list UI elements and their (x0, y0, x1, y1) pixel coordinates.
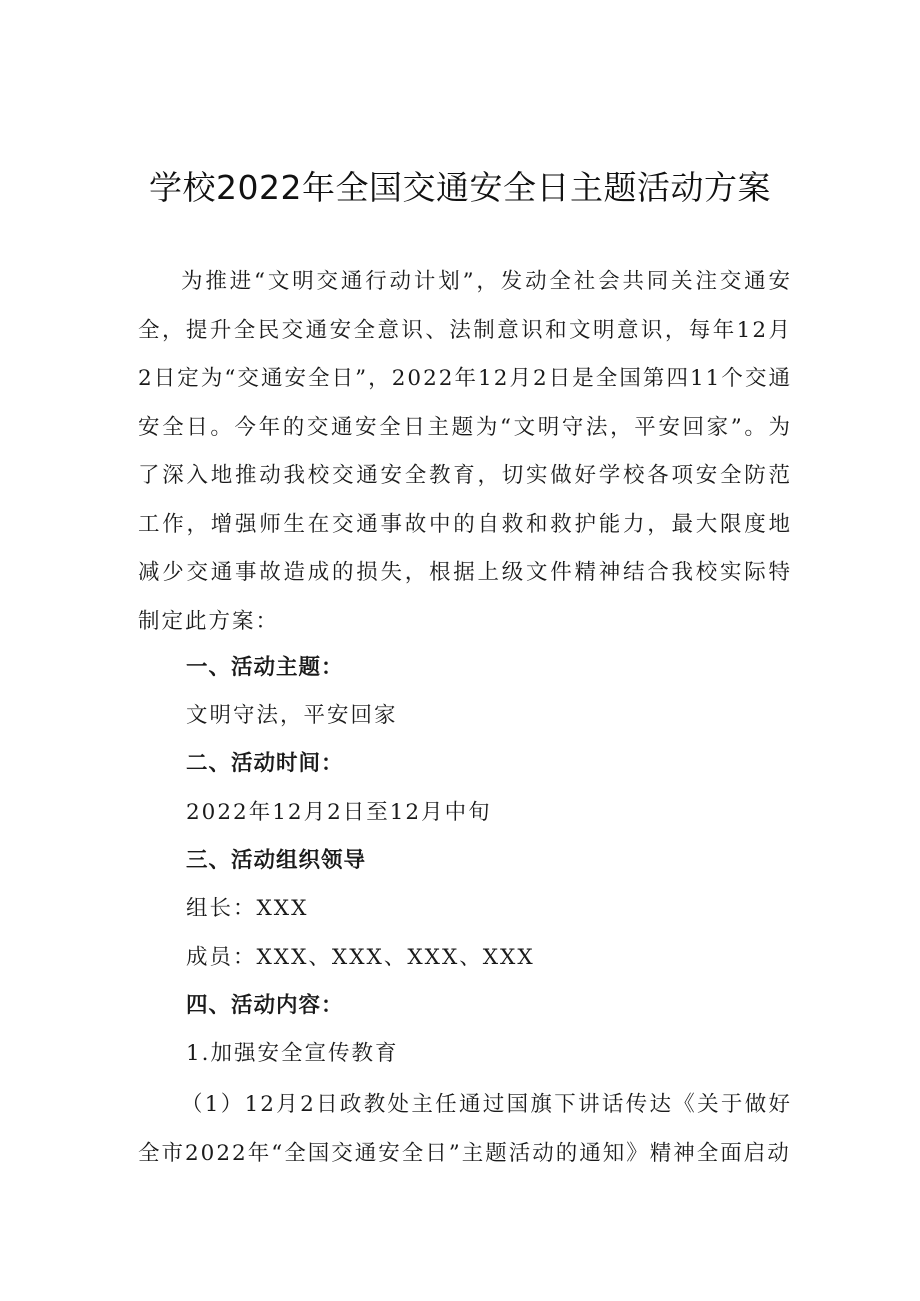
section-3-leader: 组长：XXX (186, 896, 309, 921)
intro-paragraph: 为推进“文明交通行动计划”，发动全社会共同关注交通安全，提升全民交通安全意识、法制意识和文明意识，每年12月2日定为“交通安全日”，2022年12月2日是全国第四11个交通安全日。今年的交通安全日主题为“文明守法，平安回家”。为了深入地推动我校交通安全教育，切实做好学校各项安全防范工作，增强师生在交通事故中的自救和救护能力，最大限度地减少交通事故造成的损失，根据上级文件精神结合我校实际特制定此方案： (138, 269, 792, 634)
activity-paragraph-1: （1）12月2日政教处主任通过国旗下讲话传达《关于做好全市2022年“全国交通安全日”主题活动的通知》精神全面启动 (138, 1092, 792, 1166)
document-title: 学校2022年全国交通安全日主题活动方案 (149, 168, 771, 207)
section-3-heading: 三、活动组织领导 (186, 848, 367, 873)
section-2-heading: 二、活动时间： (186, 751, 344, 776)
section-3-members: 成员：XXX、XXX、XXX、XXX (186, 945, 535, 970)
section-1-content: 文明守法，平安回家 (186, 703, 398, 728)
section-1-heading: 一、活动主题： (186, 655, 344, 680)
section-4-heading: 四、活动内容： (186, 993, 344, 1018)
section-4-subheading: 1.加强安全宣传教育 (186, 1041, 399, 1066)
section-2-content: 2022年12月2日至12月中旬 (186, 800, 492, 825)
